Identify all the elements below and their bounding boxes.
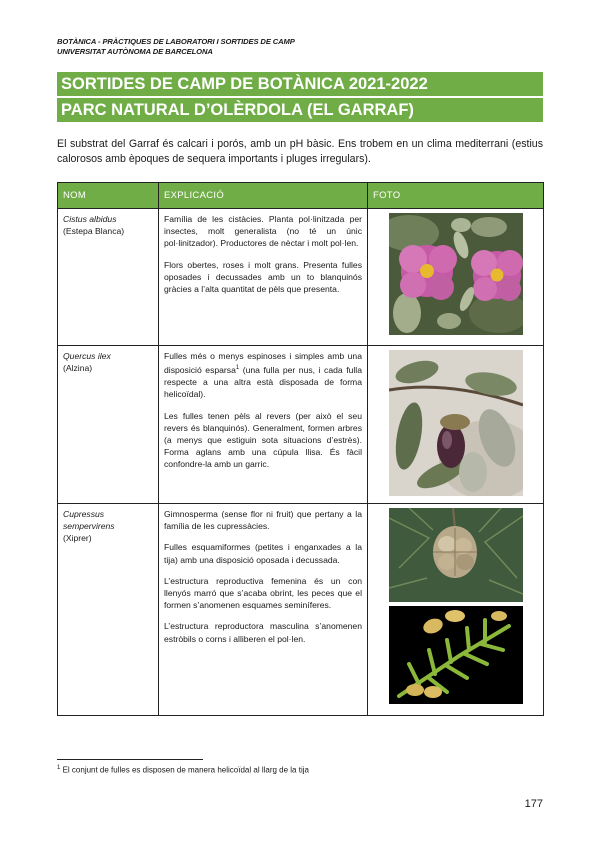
explanation-paragraph: Flors obertes, roses i molt grans. Presenta fulles oposades i decussades amb un to blanquinós gràcies a l’alta quantitat de pèls que presenta. — [164, 259, 362, 295]
pink-flower-right — [471, 250, 523, 301]
explanation-cell — [159, 504, 368, 716]
species-table — [57, 182, 544, 716]
common-name: (Alzina) — [63, 363, 93, 374]
col-header-nom: NOM — [58, 183, 159, 209]
quercus-ilex-photo — [389, 350, 523, 496]
name-cell — [58, 504, 159, 716]
species-name: Cupressus sempervirens — [63, 509, 115, 532]
common-name: (Xiprer) — [63, 533, 92, 544]
footnote-mark: 1 — [57, 765, 61, 771]
cupressus-strobili-photo — [389, 606, 523, 704]
species-name: Quercus ilex — [63, 351, 111, 361]
pink-flower-left — [399, 245, 457, 300]
explanation-text: Fulles més o menys espinoses i simples amb una disposició esparsa — [164, 351, 362, 376]
cupressus-cone-photo — [389, 508, 523, 602]
table-row — [58, 346, 544, 504]
explanation-paragraph — [164, 350, 362, 401]
name-cell — [58, 209, 159, 346]
cistus-albidus-photo — [389, 213, 523, 335]
footnote — [57, 765, 309, 775]
intro-paragraph: El substrat del Garraf és calcari i porós, amb un pH bàsic. Ens trobem en un clima mediterrani (estius calorosos amb èpoques de sequera importants i pluges irregulars). — [57, 138, 543, 165]
table-row — [58, 504, 544, 716]
explanation-text: (una fulla per nus, i cada fulla respecte a una altra està disposada de forma helicoïdal). — [164, 365, 362, 400]
photo-cell — [368, 209, 544, 346]
explanation-paragraph: Fulles esquamiformes (petites i enganxades a la tija) amb una disposició oposada i decussada. — [164, 542, 362, 565]
explanation-paragraph: Família de les cistàcies. Planta pol·linitzada per insectes, molt generalista (no té un únic pol·linitzador). Productores de nèctar i molt pol·len. — [164, 214, 362, 249]
name-cell — [58, 346, 159, 504]
explanation-cell — [159, 209, 368, 346]
title-band-2: PARC NATURAL D’OLÈRDOLA (EL GARRAF) — [57, 98, 543, 122]
table-row — [58, 209, 544, 346]
header-line-1: BOTÀNICA - PRÀCTIQUES DE LABORATORI I SORTIDES DE CAMP — [57, 37, 295, 46]
footnote-ref: 1 — [235, 365, 240, 372]
table-header-row — [58, 183, 544, 209]
explanation-paragraph: L’estructura reproductiva femenina és un con llenyós marró que s’acaba obrint, les peces que el formen s’anomenen esquames seminíferes. — [164, 575, 362, 611]
explanation-paragraph: L’estructura reproductora masculina s’anomenen estròbils o corns i alliberen el pol·len. — [164, 621, 362, 644]
footnote-divider — [57, 759, 203, 760]
common-name: (Estepa Blanca) — [63, 226, 125, 237]
explanation-paragraph: Gimnosperma (sense flor ni fruit) que pertany a la família de les cupressàcies. — [164, 509, 362, 532]
col-header-foto: FOTO — [368, 183, 544, 209]
col-header-explicacio: EXPLICACIÓ — [159, 183, 368, 209]
explanation-cell — [159, 346, 368, 504]
photo-cell — [368, 504, 544, 716]
explanation-paragraph: Les fulles tenen pèls al revers (per això el seu revers és blanquinós). Generalment, formen arbres (a menys que estiguin sota situacions d’estrès). Forma aglans amb una cúpula llisa. És fàcil confondre-la amb un garric. — [164, 410, 362, 470]
running-header — [57, 37, 295, 57]
photo-cell — [368, 346, 544, 504]
page-number: 177 — [524, 798, 543, 810]
footnote-text: El conjunt de fulles es disposen de manera helicoïdal al llarg de la tija — [62, 765, 309, 775]
species-name: Cistus albidus — [63, 214, 117, 224]
header-line-2: UNIVERSITAT AUTÒNOMA DE BARCELONA — [57, 47, 213, 56]
title-band-1: SORTIDES DE CAMP DE BOTÀNICA 2021-2022 — [57, 72, 543, 96]
